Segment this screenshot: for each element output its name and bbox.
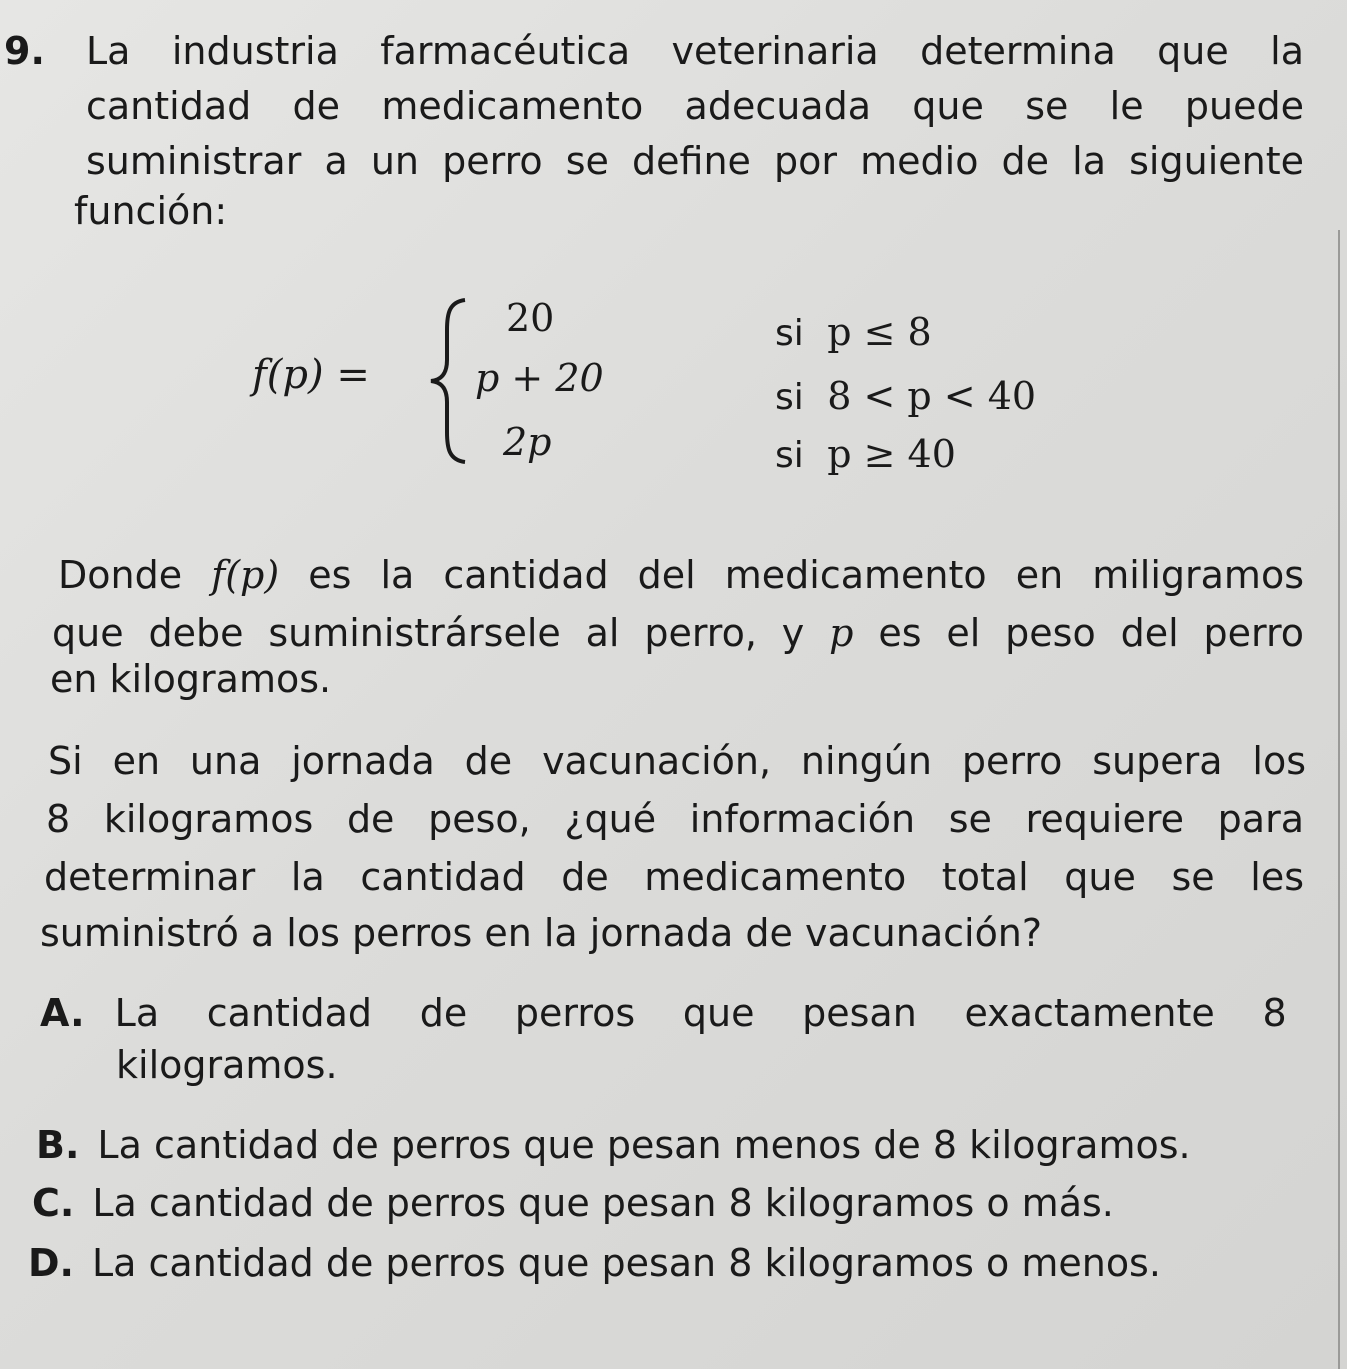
- definition-1-math: f(p): [211, 553, 280, 597]
- intro-line-3: suministrar a un perro se define por medio de la siguiente: [86, 139, 1304, 183]
- case-expr-2-text: p + 20: [475, 356, 604, 400]
- condition-3: p ≥ 40: [827, 432, 956, 476]
- option-c-letter: C.: [32, 1181, 75, 1225]
- definition-2-pre: que debe suministrársele al perro, y: [52, 611, 830, 655]
- option-b[interactable]: [36, 1120, 1191, 1170]
- condition-2: 8 < p < 40: [827, 374, 1037, 418]
- si-word-2: si: [775, 377, 804, 418]
- definition-line-3: [50, 652, 331, 707]
- case-condition-2: [775, 374, 1036, 418]
- option-d-text: La cantidad de perros que pesan 8 kilogramos o menos.: [91, 1241, 1161, 1285]
- intro-line-2: cantidad de medicamento adecuada que se le puede: [86, 84, 1304, 128]
- prompt-line-2: 8 kilogramos de peso, ¿qué información se requiere para: [46, 797, 1304, 841]
- definition-2-math: p: [829, 611, 854, 655]
- option-a-letter: A.: [40, 991, 85, 1035]
- definition-2-post: es el peso del perro: [853, 611, 1304, 655]
- definition-line-1: [58, 548, 1304, 603]
- prompt-line-1: Si en una jornada de vacunación, ningún perro supera los: [48, 739, 1306, 783]
- case-expr-3: [503, 420, 552, 464]
- definition-1-post: es la cantidad del medicamento en miligramos: [279, 553, 1304, 597]
- option-b-letter: B.: [36, 1123, 80, 1167]
- condition-1: p ≤ 8: [827, 310, 932, 354]
- prompt-line-4: suministró a los perros en la jornada de vacunación?: [40, 911, 1043, 955]
- intro-line-4: función:: [74, 189, 228, 233]
- case-condition-3: [775, 432, 956, 476]
- curly-brace-icon: [425, 296, 475, 466]
- option-a[interactable]: [40, 988, 1306, 1038]
- si-word-1: si: [775, 313, 804, 354]
- page-edge-line: [1338, 230, 1340, 1369]
- option-c-text: La cantidad de perros que pesan 8 kilogramos o más.: [92, 1181, 1114, 1225]
- option-d-letter: D.: [28, 1241, 74, 1285]
- definition-1-pre: Donde: [58, 553, 212, 597]
- case-condition-1: [775, 310, 932, 354]
- function-lhs: f(p) =: [252, 352, 370, 398]
- question-number: 9.: [4, 29, 45, 73]
- option-c[interactable]: [32, 1178, 1114, 1228]
- definition-3-pre: en kilogramos.: [50, 657, 332, 701]
- case-expr-1: 20: [506, 296, 555, 340]
- intro-line-1: La industria farmacéutica veterinaria determina que la: [86, 29, 1304, 73]
- si-word-3: si: [775, 435, 804, 476]
- option-d[interactable]: [28, 1238, 1161, 1288]
- prompt-line-3: determinar la cantidad de medicamento total que se les: [44, 855, 1304, 899]
- option-a-continuation: kilogramos.: [116, 1043, 338, 1087]
- case-expr-3-text: 2p: [503, 420, 552, 464]
- case-expr-2: [475, 356, 604, 400]
- option-a-line-1: La cantidad de perros que pesan exactamente 8: [114, 991, 1287, 1035]
- option-b-text: La cantidad de perros que pesan menos de 8 kilogramos.: [97, 1123, 1191, 1167]
